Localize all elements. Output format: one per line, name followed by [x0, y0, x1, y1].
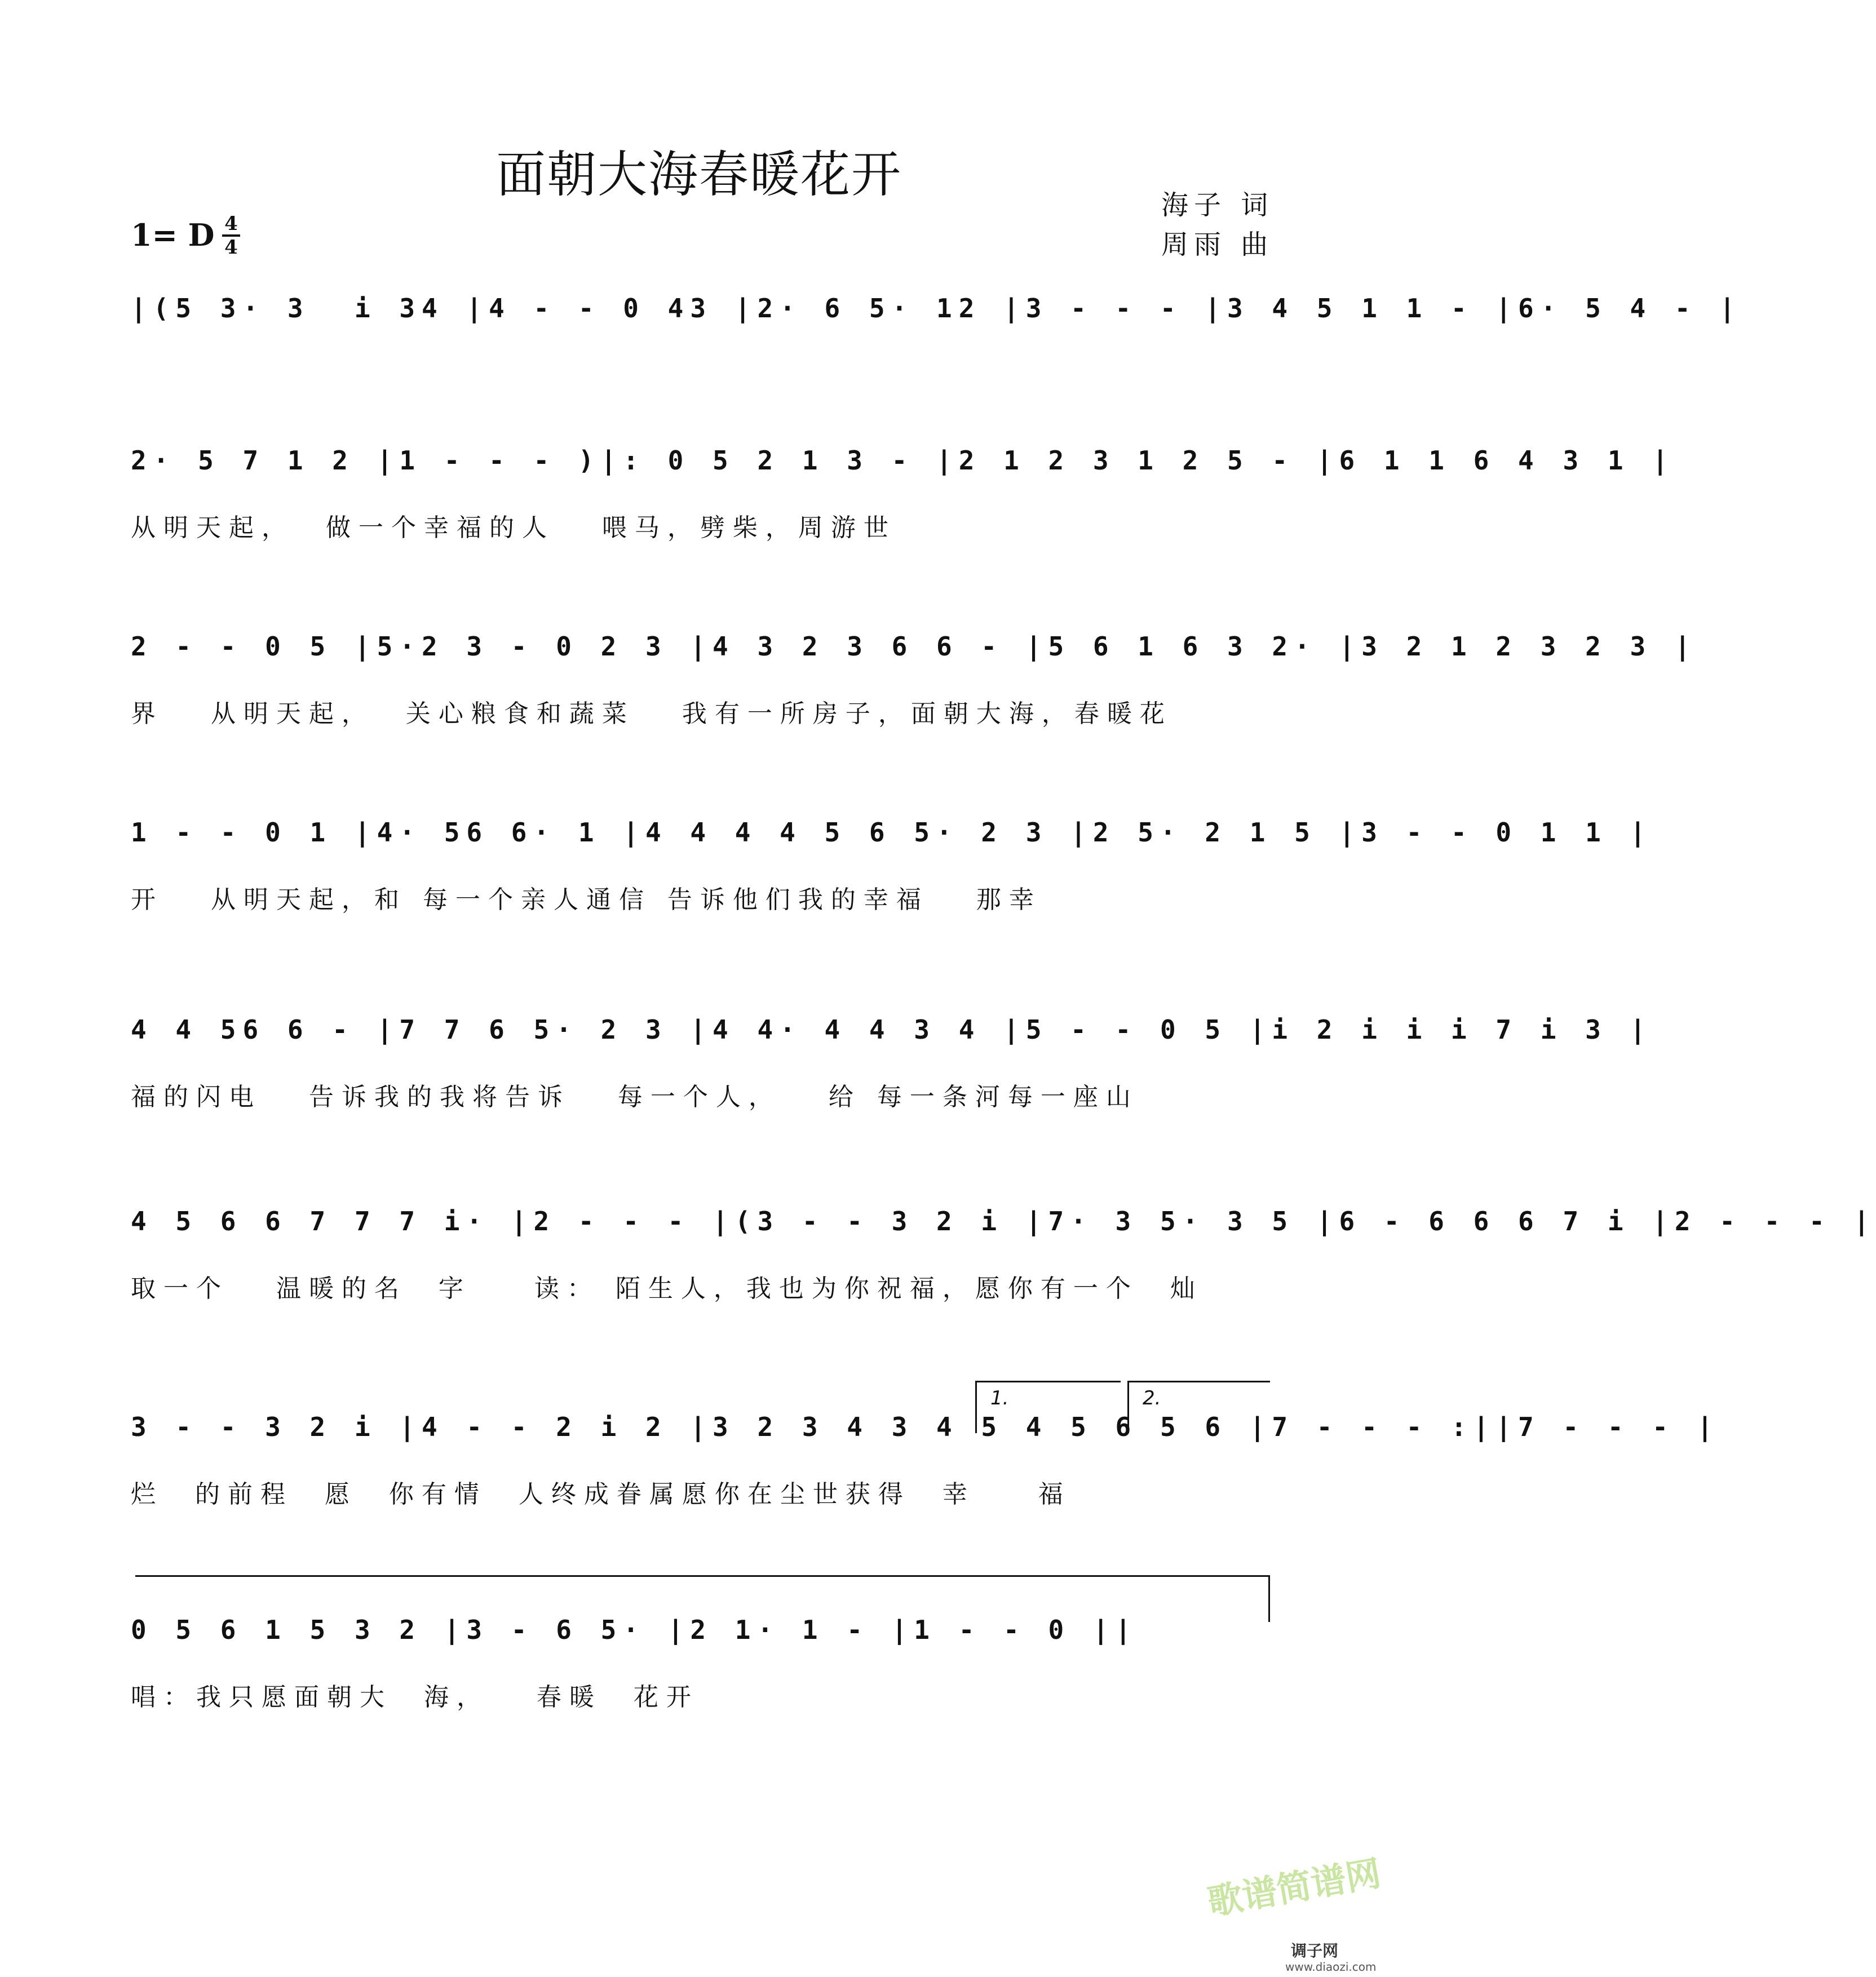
lyrics-line: 从明天起， 做一个幸福的人 喂马，劈柴，周游世 [131, 513, 896, 542]
time-signature-numerator: 4 [224, 212, 238, 235]
notation-line: 4 5 6 6 7 7 7 i· |2 - - - |(3 - - 3 2 i |7· 3 5· 3 5 |6 - 6 6 6 7 i |2 - - - | [131, 1206, 1876, 1236]
score-row-3 [0, 631, 1697, 800]
score-row-7 [0, 1387, 1720, 1581]
notation-line: 1 - - 0 1 |4· 56 6· 1 |4 4 4 4 5 6 5· 2 3 |2 5· 2 1 5 |3 - - 0 1 1 | [131, 817, 1653, 848]
song-title: 面朝大海春暖花开 [495, 145, 902, 203]
watermark-url: www.diaozi.com [1285, 1960, 1377, 1974]
score-row-2 [0, 445, 1675, 614]
score-row-8 [0, 1615, 1398, 1784]
watermark-site: 调子网 [1291, 1941, 1339, 1960]
lyrics-line: 唱：我只愿面朝大 海， 春暖 花开 [131, 1683, 699, 1712]
notation-line: 2· 5 7 1 2 |1 - - - )|: 0 5 2 1 3 - |2 1 2 3 1 2 5 - |6 1 1 6 4 3 1 | [131, 445, 1675, 476]
volta-first-ending: 1. [975, 1381, 1121, 1433]
time-signature [221, 213, 241, 258]
volta-second-ending: 2. [1127, 1381, 1270, 1433]
score-row-5 [0, 1014, 1653, 1183]
composer-credit: 周雨 曲 [1161, 229, 1274, 260]
lyrics-line: 烂 的前程 愿 你有情 人终成眷属愿你在尘世获得 幸 福 [131, 1480, 1071, 1509]
score-row-6 [0, 1206, 1876, 1375]
lyrics-line: 界 从明天起， 关心粮食和蔬菜 我有一所房子，面朝大海，春暖花 [131, 699, 1172, 728]
notation-line: 4 4 56 6 - |7 7 6 5· 2 3 |4 4· 4 4 3 4 |5 - - 0 5 |i 2 i i i 7 i 3 | [131, 1014, 1653, 1045]
lyrics-line: 取一个 温暖的名 字 读： 陌生人，我也为你祝福，愿你有一个 灿 [131, 1274, 1203, 1303]
lyrics-line: 开 从明天起，和 每一个亲人通信 告诉他们我的幸福 那幸 [131, 885, 1042, 914]
lyricist-credit: 海子 词 [1161, 189, 1274, 221]
time-signature-denominator: 4 [224, 236, 238, 259]
key-signature: 1= D [131, 217, 215, 253]
notation-line: |(5 3· 3 i 34 |4 - - 0 43 |2· 6 5· 12 |3 - - - |3 4 5 1 1 - |6· 5 4 - | [131, 293, 1742, 323]
watermark-logo: 歌谱简谱网 [1204, 1852, 1384, 1923]
notation-line: 2 - - 0 5 |5·2 3 - 0 2 3 |4 3 2 3 6 6 - |5 6 1 6 3 2· |3 2 1 2 3 2 3 | [131, 631, 1697, 662]
lyrics-line: 福的闪电 告诉我的我将告诉 每一个人， 给 每一条河每一座山 [131, 1083, 1139, 1111]
score-row-4 [0, 817, 1653, 986]
notation-line: 0 5 6 1 5 3 2 |3 - 6 5· |2 1· 1 - |1 - - 0 || [131, 1615, 1138, 1645]
notation-line: 3 - - 3 2 i |4 - - 2 i 2 |3 2 3 4 3 4 5 4 5 6 5 6 |7 - - - :||7 - - - | [131, 1412, 1720, 1442]
